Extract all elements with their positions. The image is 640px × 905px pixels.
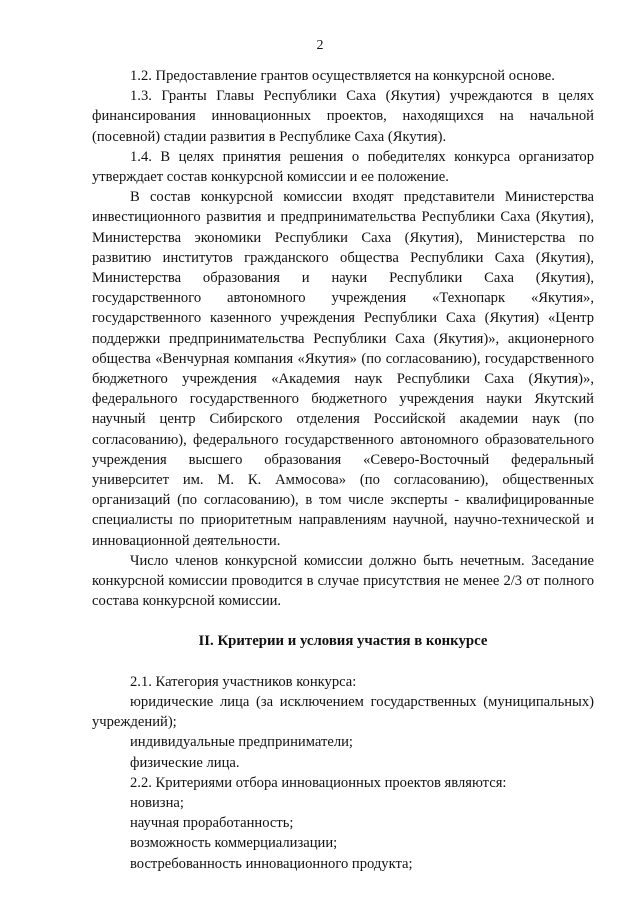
document-body bbox=[92, 66, 594, 874]
list-item-entrepreneurs: индивидуальные предприниматели; bbox=[130, 734, 353, 751]
list-item-commercialization: возможность коммерциализации; bbox=[130, 835, 338, 852]
paragraph-2-2: 2.2. Критериями отбора инновационных проектов являются: bbox=[130, 774, 507, 791]
page-number: 2 bbox=[316, 38, 324, 53]
list-item-legal-entities: юридические лица (за исключением государственных (муниципальных) учреждений); bbox=[92, 693, 594, 731]
list-item-product-demand: востребованность инновационного продукта; bbox=[130, 855, 413, 872]
paragraph-1-3: 1.3. Гранты Главы Республики Саха (Якутия) учреждаются в целях финансирования инновационных проектов, находящихся на начальной (посевной) стадии развития в Республике Саха (Якутия). bbox=[92, 88, 594, 145]
section-heading: II. Критерии и условия участия в конкурсе bbox=[198, 633, 488, 650]
paragraph-1-4: 1.4. В целях принятия решения о победителях конкурса организатор утверждает состав конкурсной комиссии и ее положение. bbox=[92, 148, 594, 186]
list-item-novelty: новизна; bbox=[130, 794, 184, 811]
paragraph-2-1: 2.1. Категория участников конкурса: bbox=[130, 673, 357, 690]
list-item-scientific-elaboration: научная проработанность; bbox=[130, 815, 294, 832]
paragraph-1-2: 1.2. Предоставление грантов осуществляется на конкурсной основе. bbox=[130, 68, 555, 84]
list-item-individuals: физические лица. bbox=[130, 754, 240, 771]
paragraph-commission-composition: В состав конкурсной комиссии входят представители Министерства инвестиционного развития и предпринимательства Республики Саха (Якутия), Министерства экономики Республики Саха (Якутия), Министерства по развитию институтов гражданского общества Республики Саха (Якутия), Министерства образования и науки Республики Саха (Якутия), государственного автономного учреждения «Технопарк «Якутия», государственного казенного учреждения Республики Саха (Якутия) «Центр поддержки предпринимательства Республики Саха (Якутия)», акционерного общества «Венчурная компания «Якутия» (по согласованию), государственного бюджетного учреждения «Академия наук Республики Саха (Якутия)», федерального государственного бюджетного учреждения науки Якутский научный центр Сибирского отделения Российской академии наук (по согласованию), федерального государственного автономного образовательного учреждения высшего образования «Северо-Восточный федеральный университет им. М. К. Аммосова» (по согласованию), общественных организаций (по согласованию), в том числе эксперты - квалифицированные специалисты по приоритетным направлениям научной, научно-технической и инновационной деятельности. bbox=[92, 189, 594, 549]
paragraph-commission-quorum: Число членов конкурсной комиссии должно быть нечетным. Заседание конкурсной комиссии проводится в случае присутствия не менее 2/3 от полного состава конкурсной комиссии. bbox=[92, 552, 594, 610]
